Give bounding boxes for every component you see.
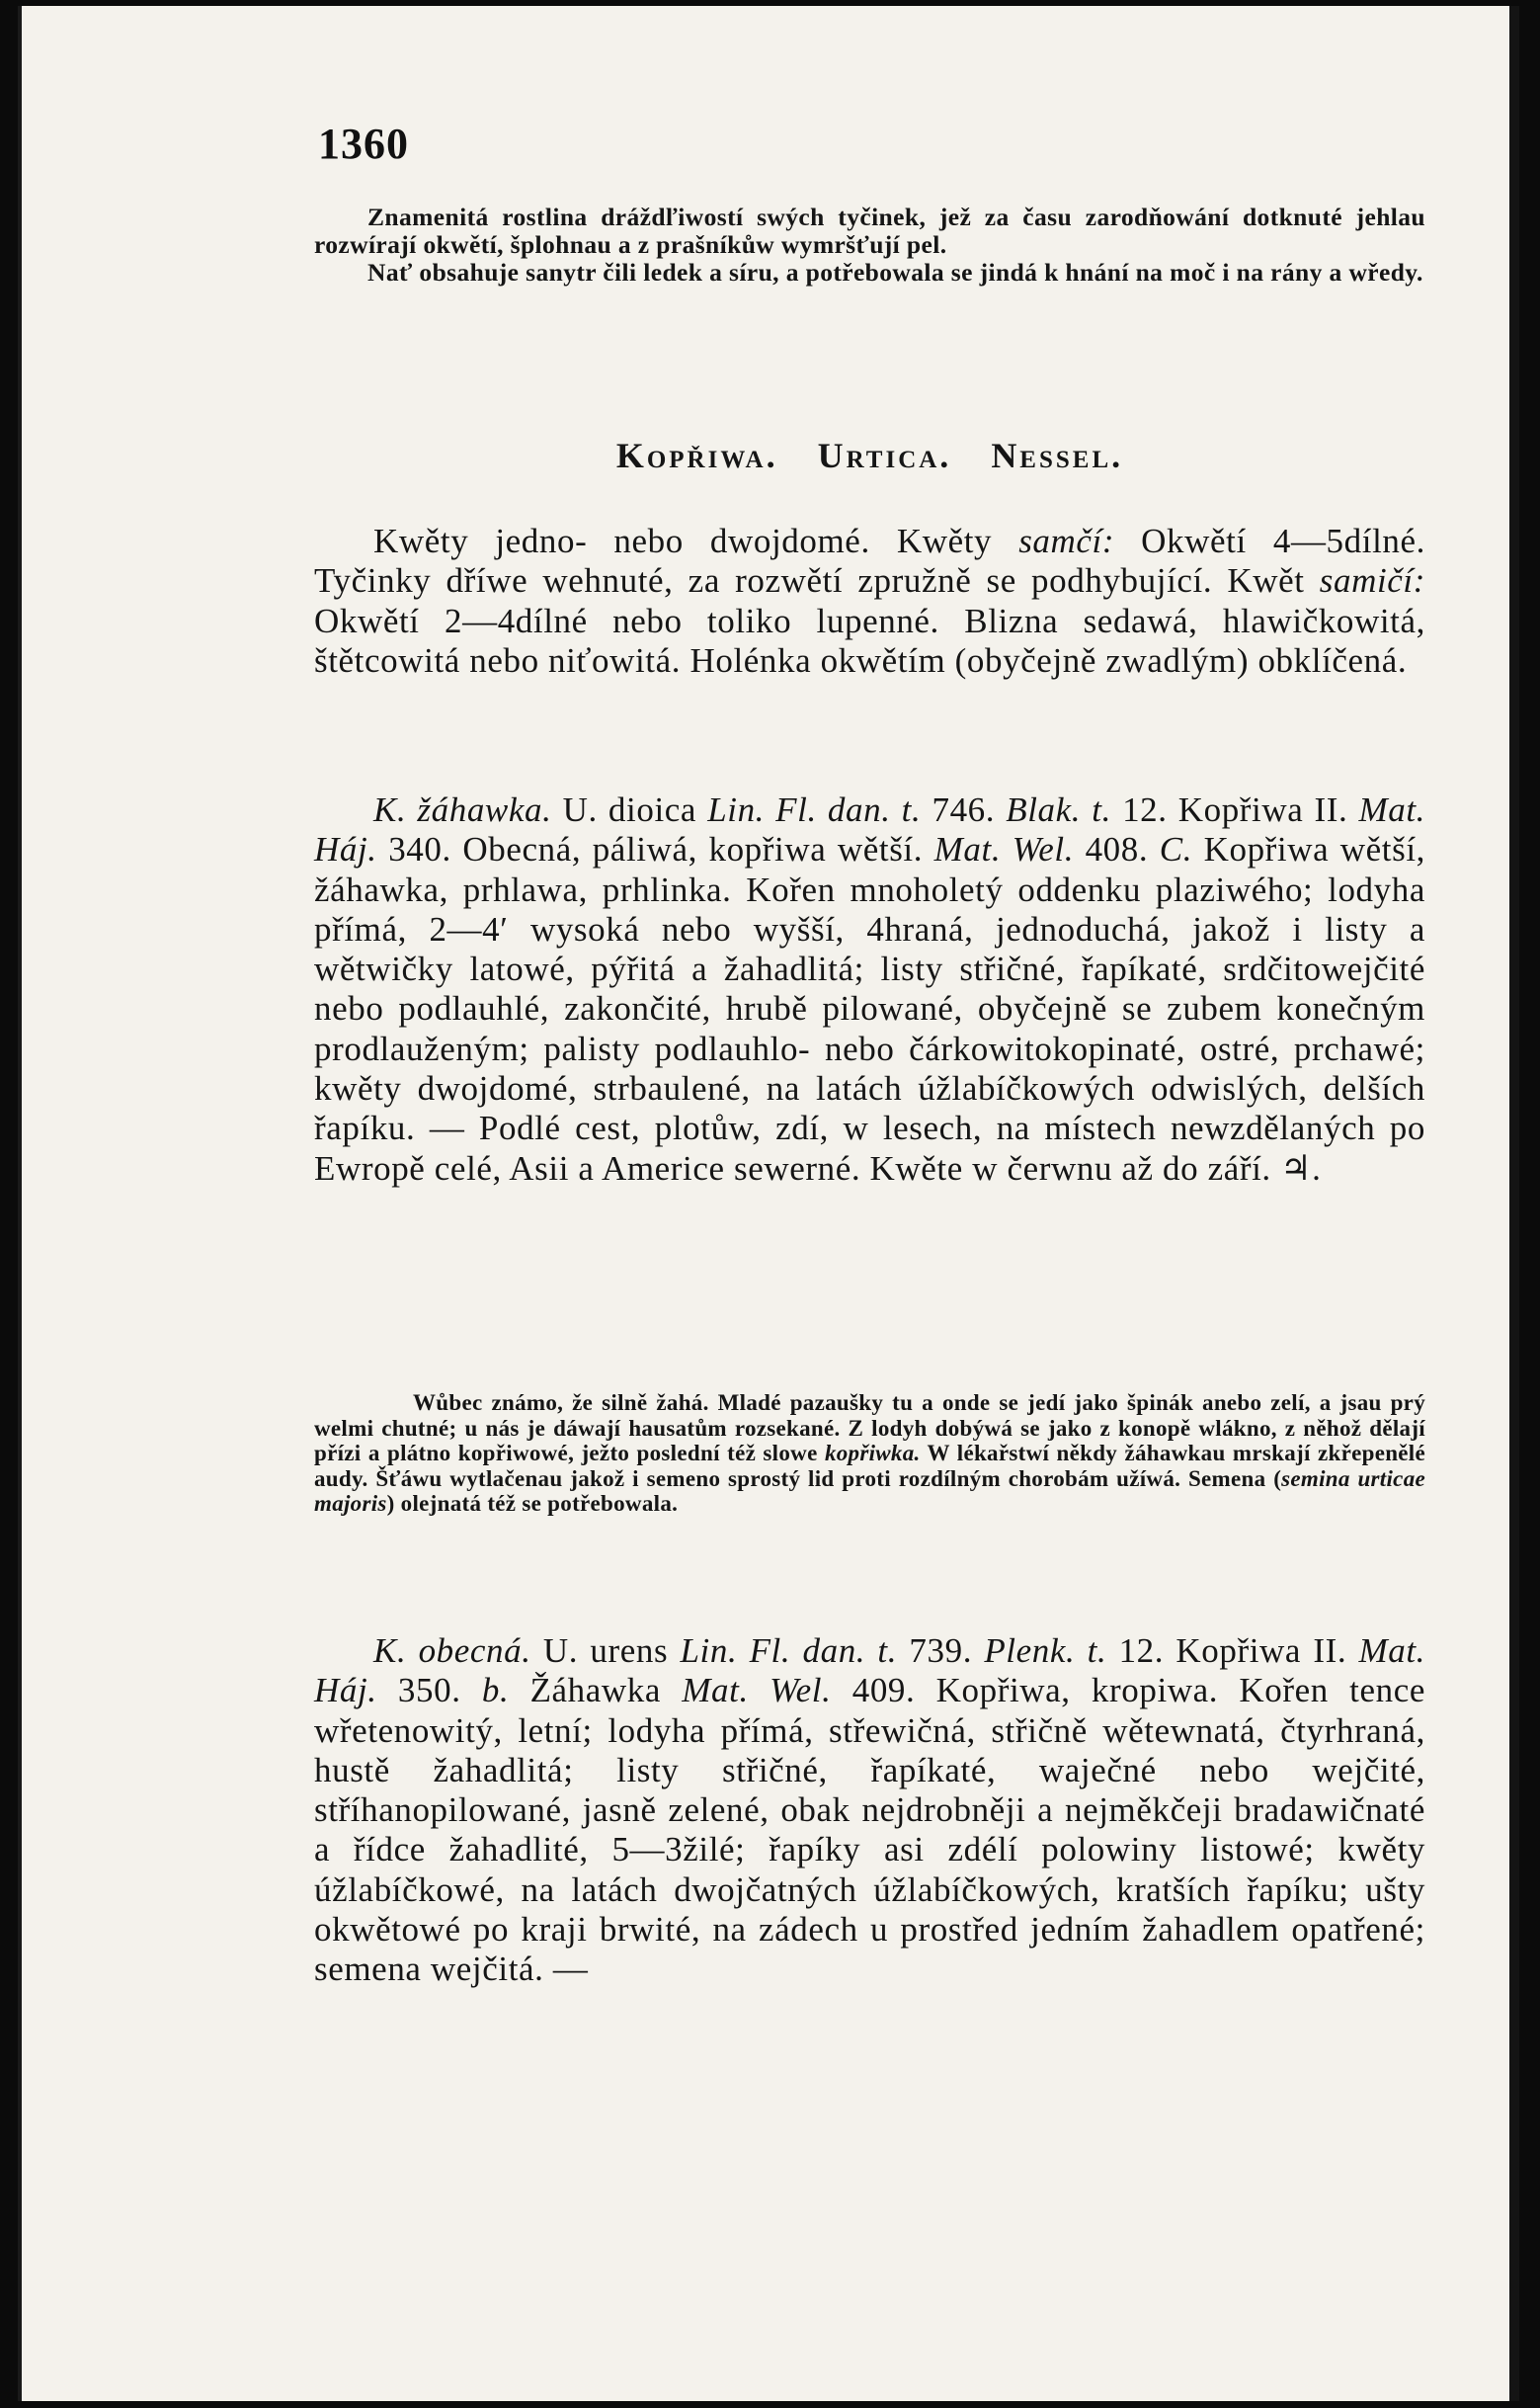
species-dioica-note-text-a: Wůbec známo, že silně žahá. Mladé pazaušky tu a onde se jedí jako špinák anebo zelí, a jsau prý welmi chutné; u nás je dáwají hausatům rozsekané. Z lodyh dobýwá se jako z konopě wlákno, z něhož dělají přízi a plátno kopřiwowé, ježto poslední též slowe [314, 1390, 1425, 1465]
genus-description-text-2: Okwětí 4—5dílné. Tyčinky dříwe wehnuté, za rozwětí zpružně se podhybující. Kwět [314, 522, 1425, 601]
species-dioica-ref-1-num: 746. [932, 790, 996, 829]
female-flowers-label: samičí: [1319, 561, 1425, 601]
species-urens-ref-1-num: 739. [909, 1631, 973, 1670]
species-urens-ref-1: Lin. Fl. dan. t. [680, 1631, 898, 1670]
perennial-symbol-icon: ♃. [1280, 1148, 1322, 1188]
genus-description [314, 522, 1425, 681]
intro-note [314, 204, 1425, 287]
species-dioica-ref-5: C. [1159, 830, 1193, 870]
species-urens-ref-2-text: 12. Kopřiwa II. [1118, 1631, 1347, 1670]
genus-name-czech: Kopřiwa. [615, 436, 778, 475]
species-urens-description: 409. Kopřiwa, kropiwa. Kořen tence wřetenowitý, letní; lodyha přímá, střewičná, střičně wětewnatá, čtyrhraná, hustě žahadlitá; listy střičné, řapíkaté, waječné nebo wejčité, stříhanopilowané, jasně zelené, obak nejdrobněji a nejměkčeji bradawičnaté a řídce žahadlité, 5—3žilé; řapíky asi zdélí polowiny listowé; kwěty úžlabíčkowé, na latách dwojčatných úžlabíčkowých, kratších řapíku; ušty okwětowé po kraji brwité, na zádech u prostřed jedním žahadlem opatřené; semena wejčitá. — [314, 1671, 1425, 1989]
male-flowers-label: samčí: [1018, 522, 1115, 560]
species-dioica-note-text-b: W lékařstwí někdy žáhawkau mrskají zkřepenělé audy. Šťáwu wytlačenau jakož i semeno sprostý lid proti rozdílným chorobám užíwá. Semena ( [314, 1441, 1426, 1491]
species-urens-ref-3: Mat. Háj. [314, 1631, 1426, 1710]
species-dioica-latin: U. dioica [562, 790, 697, 829]
genus-description-text-1: Kwěty jedno- nebo dwojdomé. Kwěty [373, 522, 993, 560]
species-entry-dioica [314, 790, 1425, 1189]
species-dioica-ref-2-text: 12. Kopřiwa II. [1122, 790, 1348, 829]
species-urens-ref-4-text: Žáhawka [529, 1671, 662, 1710]
species-entry-urens [314, 1631, 1425, 1990]
genus-heading [314, 435, 1425, 476]
book-page [18, 6, 1519, 2401]
species-dioica-note-term-a: kopřiwka. [824, 1441, 921, 1465]
intro-note-paragraph-2: Nať obsahuje sanytr čili ledek a síru, a potřebowala se jindá k hnání na moč i na rány a wředy. [367, 258, 1423, 287]
genus-name-german: Nessel. [991, 436, 1124, 475]
species-dioica-ref-3-text: 340. Obecná, páliwá, kopřiwa wětší. [388, 830, 924, 870]
page-number: 1360 [318, 120, 409, 168]
species-dioica-description: Kopřiwa wětší, žáhawka, prhlawa, prhlinka. Kořen mnoholetý oddenku plaziwého; lodyha přímá, 2—4′ wysoká nebo wyšší, 4hraná, jednoduchá, jakož i listy a wětwičky latowé, pýřitá a žahadlitá; listy střičné, řapíkaté, srdčitowejčité nebo podlauhlé, zakončité, hrubě pilowané, obyčejně se zubem konečným prodlauženým; palisty podlauhlo- nebo čárkowitokopinaté, ostré, prchawé; kwěty dwojdomé, strbaulené, na latách úžlabíčkowých odwislých, delších řapíku. — Podlé cest, plotůw, zdí, w lesech, na místech newzdělaných po Ewropě celé, Asii a Americe sewerné. Kwěte w čerwnu až do září. [314, 830, 1426, 1188]
species-dioica-ref-3: Mat. Háj. [314, 790, 1426, 870]
genus-description-text-3: Okwětí 2—4dílné nebo toliko lupenné. Blizna sedawá, hlawičkowitá, štětcowitá nebo niťowitá. Holénka okwětím (obyčejně zwadlým) obklíčená. [314, 601, 1425, 680]
genus-description-paragraph [314, 522, 1425, 681]
species-urens-latin: U. urens [542, 1631, 669, 1670]
species-dioica-note-term-b: semina urticae majoris [314, 1465, 1426, 1516]
species-dioica-paragraph [314, 790, 1425, 1189]
species-dioica-note-text-c: ) olejnatá též se potřebowala. [386, 1491, 679, 1516]
species-dioica-ref-4-text: 408. [1085, 830, 1149, 870]
species-dioica-name: K. žáhawka. [373, 790, 552, 829]
species-urens-paragraph [314, 1631, 1425, 1990]
species-urens-name: K. obecná. [373, 1631, 531, 1670]
intro-note-paragraph-1: Znamenitá rostlina dráždľiwostí swých tyčinek, jež za času zarodňowání dotknuté jehlau rozwírají okwětí, šplohnau a z prašníkůw wymršťují pel. [314, 203, 1425, 259]
species-dioica-ref-1: Lin. Fl. dan. t. [707, 790, 922, 829]
species-urens-ref-2: Plenk. t. [984, 1631, 1107, 1670]
species-urens-ref-4: b. [481, 1671, 510, 1710]
species-dioica-note-paragraph [314, 1390, 1425, 1517]
species-dioica-ref-4: Mat. Wel. [933, 830, 1075, 870]
species-urens-ref-3-text: 350. [397, 1671, 461, 1710]
species-dioica-note [314, 1390, 1425, 1517]
species-dioica-ref-2: Blak. t. [1006, 790, 1111, 829]
genus-name-latin: Urtica. [817, 436, 952, 475]
species-urens-ref-5: Mat. Wel. [682, 1671, 832, 1710]
